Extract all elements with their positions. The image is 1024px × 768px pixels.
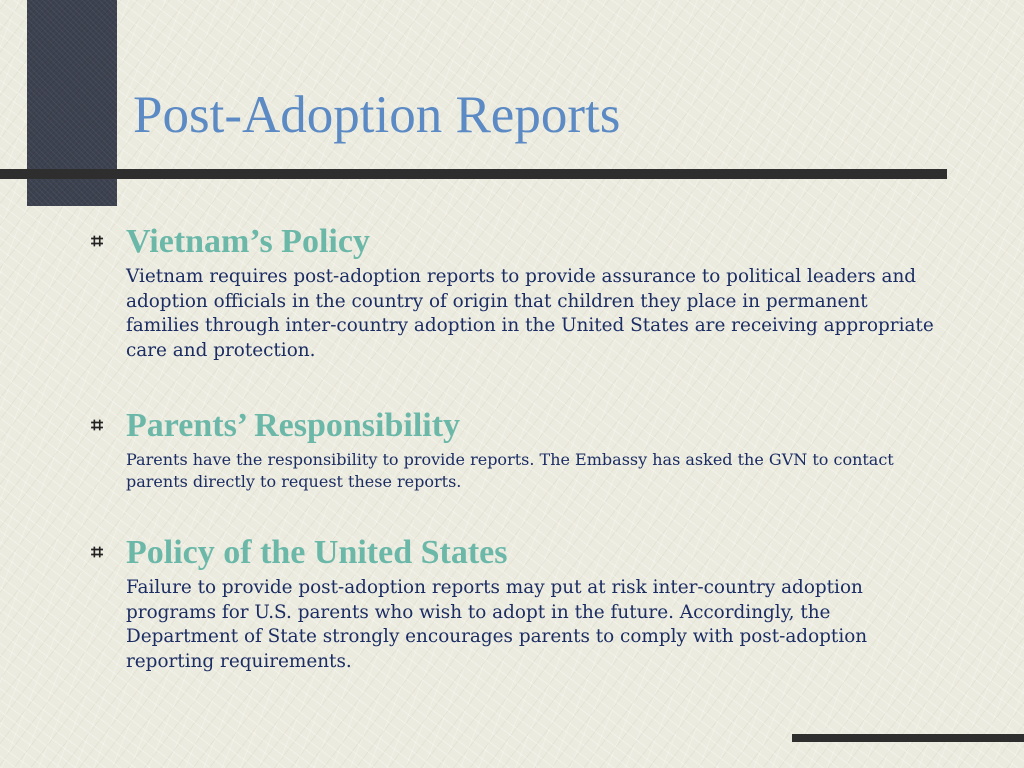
- section-heading: Policy of the United States: [126, 534, 508, 571]
- section-heading: Vietnam’s Policy: [126, 223, 370, 260]
- footer-divider-rule: [792, 734, 1024, 742]
- hash-bullet-icon: ⌗: [91, 413, 103, 438]
- hash-bullet-icon: ⌗: [91, 540, 103, 565]
- section-vietnam-policy: [86, 222, 946, 363]
- section-body: Parents have the responsibility to provide reports. The Embassy has asked the GVN to contact parents directly to request these reports.: [126, 450, 894, 491]
- section-parents-responsibility: [86, 406, 946, 492]
- hash-bullet-icon: ⌗: [91, 229, 103, 254]
- section-heading: Parents’ Responsibility: [126, 407, 461, 444]
- section-header: [86, 533, 946, 572]
- section-header: [86, 222, 946, 261]
- section-header: [86, 406, 946, 445]
- section-us-policy: [86, 533, 946, 674]
- section-body: Failure to provide post-adoption reports may put at risk inter-country adoption programs for U.S. parents who wish to adopt in the future. Accordingly, the Department of State strongly encourages parents to comply with post-adoption reporting requirements.: [126, 577, 868, 672]
- section-body: Vietnam requires post-adoption reports to provide assurance to political leaders and adoption officials in the country of origin that children they place in permanent families through inter-country adoption in the United States are receiving appropriate care and protection.: [126, 266, 934, 361]
- title-divider-rule: [0, 169, 947, 179]
- slide-title: Post-Adoption Reports: [133, 86, 621, 144]
